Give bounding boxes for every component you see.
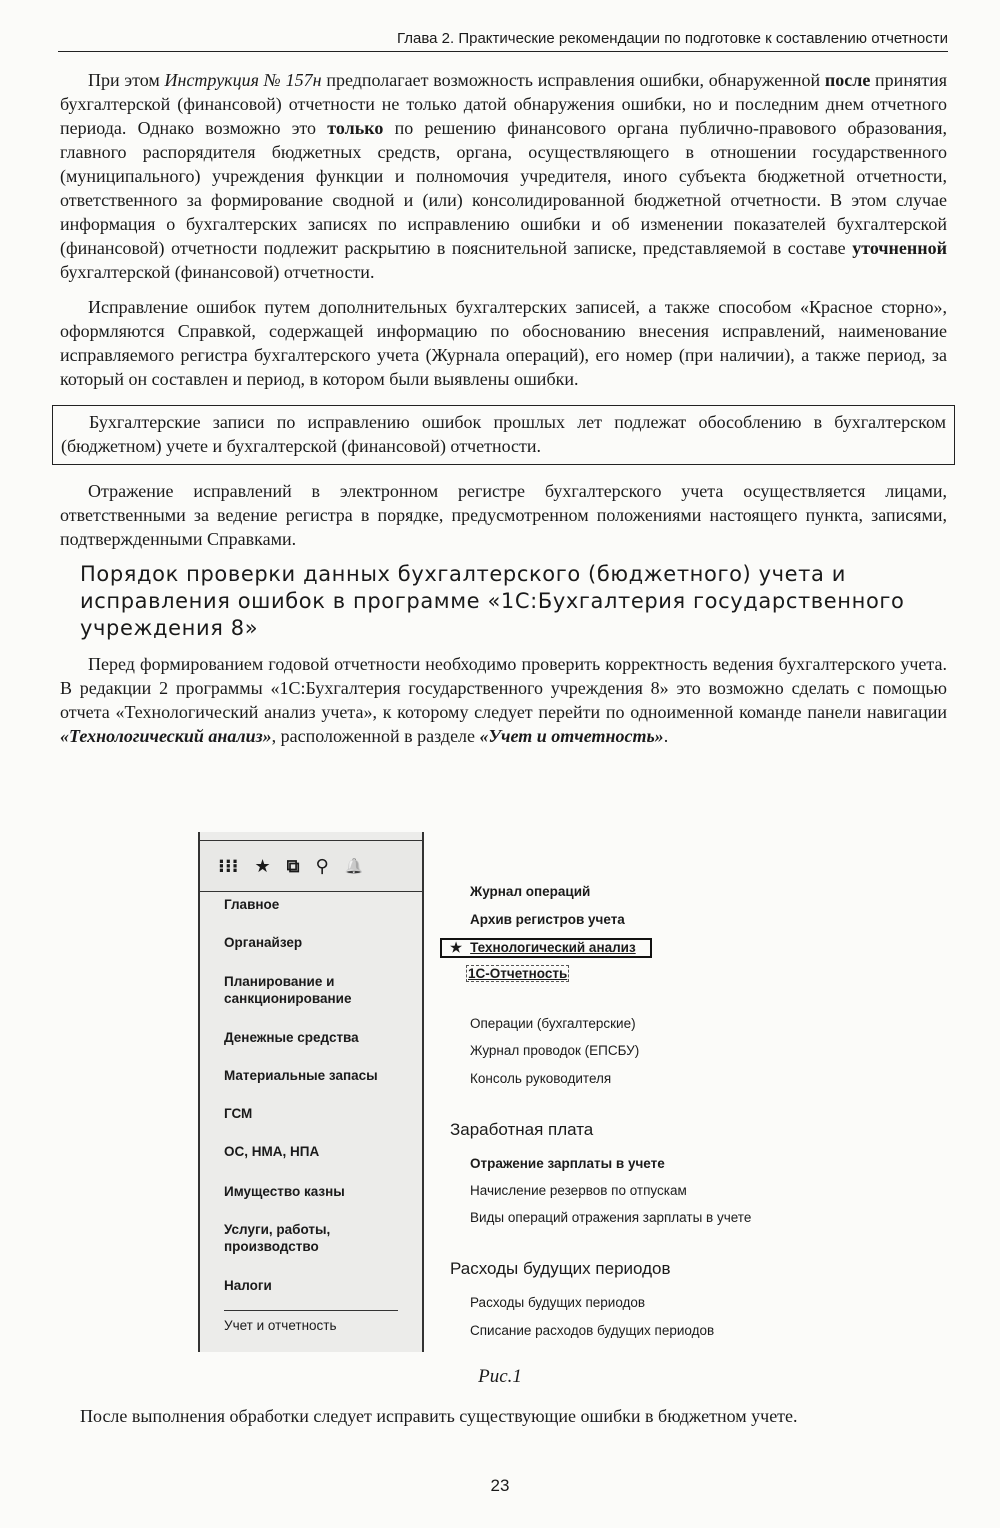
section-item[interactable]: Главное — [224, 897, 280, 912]
closing-paragraph: После выполнения обработки следует исправить существующие ошибки в бюджетном учете. — [80, 1406, 798, 1426]
section-item[interactable]: Органайзер — [224, 935, 303, 950]
cmd-operations[interactable]: Операции (бухгалтерские) — [470, 1016, 636, 1031]
highlight-box — [52, 405, 955, 465]
cmd-vacation-reserve[interactable]: Начисление резервов по отпускам — [470, 1183, 687, 1198]
search-icon[interactable]: ⚲ — [315, 855, 329, 877]
running-header — [58, 30, 948, 52]
section-item[interactable]: Услуги, работы, производство — [224, 1222, 331, 1254]
group-salary: Заработная плата — [450, 1120, 594, 1139]
cmd-salary-reflect[interactable]: Отражение зарплаты в учете — [470, 1156, 665, 1171]
section-item[interactable]: Денежные средства — [224, 1030, 359, 1045]
sections-panel — [198, 832, 424, 1352]
star-icon[interactable]: ★ — [254, 855, 271, 877]
page-number: 23 — [490, 1476, 510, 1495]
figure-caption: Рис.1 — [478, 1366, 522, 1387]
group-deferred: Расходы будущих периодов — [450, 1259, 671, 1278]
section-item[interactable]: ГСМ — [224, 1106, 253, 1121]
main-text — [60, 68, 947, 748]
section-item[interactable]: ОС, НМА, НПА — [224, 1144, 320, 1159]
panel-toolbar — [200, 840, 422, 892]
running-title: Глава 2. Практические рекомендации по подготовке к составлению отчетности — [396, 30, 948, 47]
bell-icon[interactable]: 🔔 — [344, 857, 364, 875]
cmd-deferred[interactable]: Расходы будущих периодов — [470, 1295, 646, 1310]
section-item[interactable]: Налоги — [224, 1278, 272, 1293]
section-item[interactable]: Материальные запасы — [224, 1068, 378, 1083]
apps-grid-icon[interactable]: ⁝⁝⁝ — [218, 855, 239, 877]
paragraph-4: Перед формированием годовой отчетности необходимо проверить корректность ведения бухгалтерского учета. В редакции 2 программы «1С:Бухгалтерия государственного учреждения 8» это возможно сделать с помощью отчета «Технологический анализ учета», к которому следует перейти по одноименной команде панели навигации «Технологический анализ», расположенной в разделе «Учет и отчетность». — [60, 654, 947, 746]
paragraph-3: Отражение исправлений в электронном регистре бухгалтерского учета осуществляется лицами, ответственными за ведение регистра в порядке, предусмотренном положениями настоящего пункта, записями, подтвержденными Справками. — [60, 481, 947, 549]
cmd-deferred-writeoff[interactable]: Списание расходов будущих периодов — [470, 1323, 715, 1338]
highlight-text: Бухгалтерские записи по исправлению ошибок прошлых лет подлежат обособлению в бухгалтерском (бюджетном) учете и бухгалтерской (финансовой) отчетности. — [61, 412, 946, 456]
paragraph-2: Исправление ошибок путем дополнительных бухгалтерских записей, а также способом «Красное сторно», оформляются Справкой, содержащей информацию по обоснованию внесения исправлений, наименование исправляемого регистра бухгалтерского учета (Журнала операций), его номер (при наличии), а также период, за который он составлен и период, в котором были выявлены ошибки. — [60, 297, 947, 389]
figure-navigation-panel — [198, 832, 808, 1357]
section-item[interactable]: Имущество казны — [224, 1184, 345, 1199]
paragraph-1: При этом Инструкция № 157н предполагает возможность исправления ошибки, обнаруженной после принятия бухгалтерской (финансовой) отчетности не только датой обнаружения ошибки, но и последним днем отчетного периода. Однако возможно это только по решению финансового органа публично-правового образования, главного распорядителя бюджетных средств, органа, осуществляющего в отношении государственного (муниципального) учреждения функции и полномочия учредителя, иного субъекта бюджетной отчетности, ответственного за формирование сводной и (или) консолидированной бюджетной отчетности. В этом случае информация о бухгалтерских записях по исправлению ошибки и об изменении показателей бухгалтерской (финансовой) отчетности подлежит раскрытию в пояснительной записке, представляемой в составе уточненной бухгалтерской (финансовой) отчетности. — [60, 70, 948, 282]
star-icon: ★ — [450, 940, 463, 955]
cmd-reporting[interactable]: 1С-Отчетность — [468, 966, 568, 981]
section-item-active[interactable]: Учет и отчетность — [224, 1310, 398, 1334]
section-heading: Порядок проверки данных бухгалтерского (бюджетного) учета и исправления ошибок в программе «1С:Бухгалтерия государственного учреждения 8» — [80, 562, 905, 640]
section-item[interactable]: Планирование и санкционирование — [224, 974, 352, 1006]
cmd-journal[interactable]: Журнал операций — [470, 884, 591, 899]
cmd-salary-ops[interactable]: Виды операций отражения зарплаты в учете — [470, 1210, 752, 1225]
cmd-postings[interactable]: Журнал проводок (ЕПСБУ) — [470, 1043, 640, 1058]
cmd-tech-analysis[interactable]: ★ Технологический анализ — [440, 938, 652, 958]
cmd-console[interactable]: Консоль руководителя — [470, 1071, 612, 1086]
history-icon[interactable]: ⧉ — [286, 855, 300, 877]
cmd-archive[interactable]: Архив регистров учета — [470, 912, 625, 927]
